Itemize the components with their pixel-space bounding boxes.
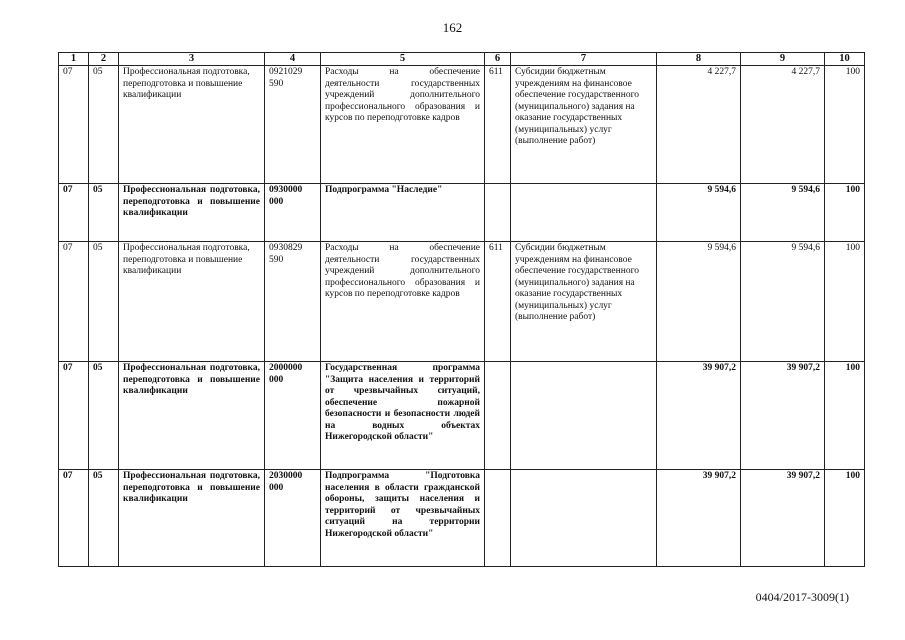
target-article-name: Расходы на обеспечение деятельности государственных учреждений дополнительного профессионального образования и курсов по переподготовке кадров	[321, 66, 485, 184]
column-header: 6	[485, 53, 511, 66]
section-name: Профессиональная подготовка, переподготовка и повышение квалификации	[119, 362, 265, 470]
expense-type-name	[511, 362, 657, 470]
section-name: Профессиональная подготовка, переподготовка и повышение квалификации	[119, 242, 265, 362]
section-code: 07	[59, 66, 89, 184]
execution-percent: 100	[825, 184, 865, 242]
target-article-code: 0921029 590	[265, 66, 321, 184]
section-name: Профессиональная подготовка, переподготовка и повышение квалификации	[119, 470, 265, 567]
section-code: 07	[59, 470, 89, 567]
executed-amount: 39 907,2	[741, 362, 825, 470]
planned-amount: 9 594,6	[657, 184, 741, 242]
execution-percent: 100	[825, 470, 865, 567]
planned-amount: 9 594,6	[657, 242, 741, 362]
table-row	[59, 66, 865, 184]
expense-type-code	[485, 362, 511, 470]
planned-amount: 39 907,2	[657, 470, 741, 567]
expense-type-name	[511, 184, 657, 242]
execution-percent: 100	[825, 242, 865, 362]
expense-type-code	[485, 470, 511, 567]
column-header: 5	[321, 53, 485, 66]
table-row	[59, 242, 865, 362]
expense-type-name: Субсидии бюджетным учреждениям на финансовое обеспечение государственного (муниципального) задания на оказание государственных (муниципальных) услуг (выполнение работ)	[511, 242, 657, 362]
target-article-name: Подпрограмма "Подготовка населения в области гражданской обороны, защиты населения и территорий от чрезвычайных ситуаций на территории Нижегородской области"	[321, 470, 485, 567]
column-header: 7	[511, 53, 657, 66]
subsection-code: 05	[89, 470, 119, 567]
target-article-code: 2030000 000	[265, 470, 321, 567]
target-article-name: Государственная программа "Защита населения и территорий от чрезвычайных ситуаций, обеспечение пожарной безопасности и безопасности людей на водных объектах Нижегородской области"	[321, 362, 485, 470]
column-header: 4	[265, 53, 321, 66]
target-article-name: Расходы на обеспечение деятельности государственных учреждений дополнительного профессионального образования и курсов по переподготовке кадров	[321, 242, 485, 362]
target-article-name: Подпрограмма "Наследие"	[321, 184, 485, 242]
subsection-code: 05	[89, 184, 119, 242]
table-row	[59, 470, 865, 567]
section-code: 07	[59, 184, 89, 242]
column-header: 1	[59, 53, 89, 66]
target-article-code: 2000000 000	[265, 362, 321, 470]
column-header: 2	[89, 53, 119, 66]
document-code: 0404/2017-3009(1)	[755, 590, 849, 604]
section-name: Профессиональная подготовка, переподготовка и повышение квалификации	[119, 66, 265, 184]
section-code: 07	[59, 242, 89, 362]
table-row	[59, 362, 865, 470]
table-header-row	[59, 53, 865, 66]
expense-type-name: Субсидии бюджетным учреждениям на финансовое обеспечение государственного (муниципального) задания на оказание государственных (муниципальных) услуг (выполнение работ)	[511, 66, 657, 184]
expense-type-code: 611	[485, 66, 511, 184]
execution-percent: 100	[825, 66, 865, 184]
executed-amount: 39 907,2	[741, 470, 825, 567]
table-row	[59, 184, 865, 242]
column-header: 8	[657, 53, 741, 66]
expense-type-name	[511, 470, 657, 567]
subsection-code: 05	[89, 242, 119, 362]
execution-percent: 100	[825, 362, 865, 470]
executed-amount: 9 594,6	[741, 184, 825, 242]
target-article-code: 0930829 590	[265, 242, 321, 362]
subsection-code: 05	[89, 362, 119, 470]
planned-amount: 4 227,7	[657, 66, 741, 184]
target-article-code: 0930000 000	[265, 184, 321, 242]
column-header: 9	[741, 53, 825, 66]
column-header: 10	[825, 53, 865, 66]
section-name: Профессиональная подготовка, переподготовка и повышение квалификации	[119, 184, 265, 242]
budget-table	[58, 52, 865, 567]
executed-amount: 9 594,6	[741, 242, 825, 362]
planned-amount: 39 907,2	[657, 362, 741, 470]
column-header: 3	[119, 53, 265, 66]
subsection-code: 05	[89, 66, 119, 184]
expense-type-code: 611	[485, 242, 511, 362]
executed-amount: 4 227,7	[741, 66, 825, 184]
section-code: 07	[59, 362, 89, 470]
expense-type-code	[485, 184, 511, 242]
page-number: 162	[442, 20, 463, 35]
